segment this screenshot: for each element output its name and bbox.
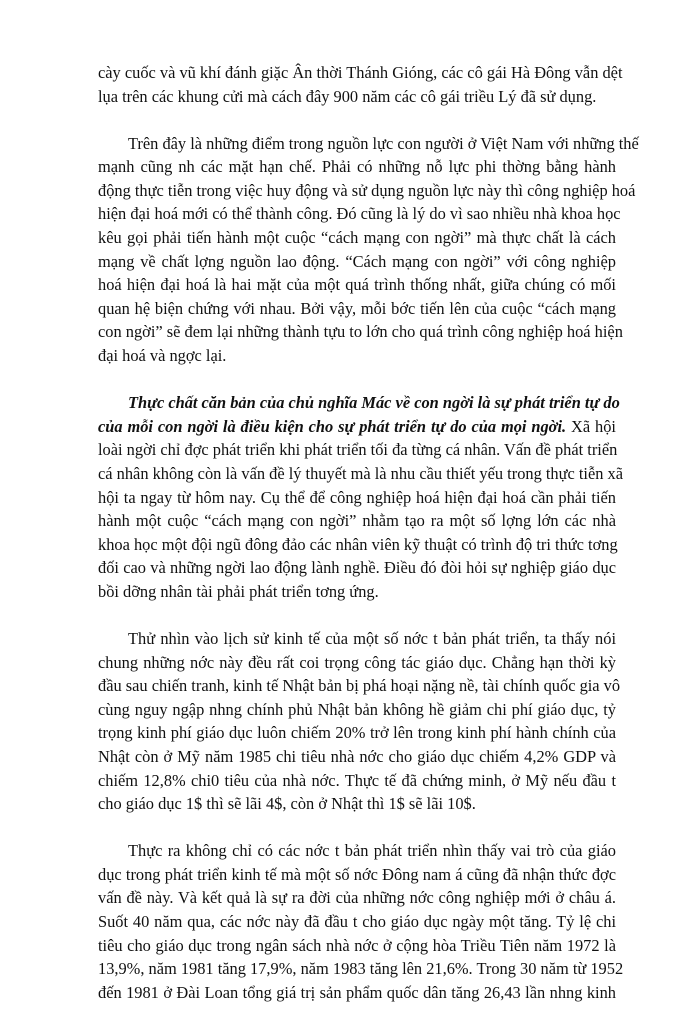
emphasis-text: Thực chất căn bản của chủ nghĩa Mác về con ngời là sự phát triển tự do [128,393,620,413]
text-line: cho giáo dục 1$ thì sẽ lãi 4$, còn ở Nhật thì 1$ sẽ lãi 10$. [98,794,476,814]
text-line: con ngời” sẽ đem lại những thành tựu to lớn cho quá trình công nghiệp hoá hiện [98,322,623,342]
paragraph-3 [98,391,624,603]
text-line: đầu sau chiến tranh, kinh tế Nhật bản bị phá hoại nặng nề, tài chính quốc gia vô [98,676,621,696]
text-line: đối cao và những ngời lao động lành nghề. Điều đó đòi hỏi sự nghiệp giáo dục [98,558,616,578]
text-line: cá nhân không còn là vấn đề lý thuyết mà là nhu cầu thiết yếu trong thực tiễn xã [98,463,624,483]
text-line: mạnh cũng nh các mặt hạn chế. Phải có những nỗ lực phi thờng bằng hành [98,157,616,177]
text-line: hoá hiện đại hoá là hai mặt của một quá trình thống nhất, giữa chúng có mối [98,275,616,295]
text-line [98,391,620,415]
document-body [98,61,639,1028]
text-line: dục trong phát triển kinh tế mà một số nớc Đông nam á cũng đã nhận thức đợc [98,864,616,884]
paragraph-1 [98,61,623,108]
text-line: Thực ra không chỉ có các nớc t bản phát triển nhìn thấy vai trò của giáo [128,841,616,861]
text-line: 13,9%, năm 1981 tăng 17,9%, năm 1983 tăng lên 21,6%. Trong 30 năm từ 1952 [98,959,624,979]
text-line: đại hoá và ngợc lại. [98,346,227,366]
text-line: chung những nớc này đều rất coi trọng công tác giáo dục. Chẳng hạn thời kỳ [98,652,616,672]
text-line: khoa học một đội ngũ đông đảo các nhân viên kỹ thuật có trình độ tri thức tơng [98,534,618,554]
text-line: Nhật còn ở Mỹ năm 1985 chi tiêu nhà nớc cho giáo dục chiếm 4,2% GDP và [98,746,616,766]
text-line: mạng về chất lợng nguồn lao động. “Cách mạng con ngời” với công nghiệp [98,251,616,271]
plain-text: Xã hội [566,416,616,436]
paragraph-5 [98,839,624,1004]
text-line: loài ngời chỉ đợc phát triển khi phát triển tối đa từng cá nhân. Vấn đề phát triển [98,440,618,460]
emphasis-text: của mỗi con ngời là điều kiện cho sự phát triển tự do của mọi ngời. [98,416,567,436]
text-line: đến 1981 ở Đài Loan tổng giá trị sản phẩm quốc dân tăng 26,43 lần nhng kinh [98,982,616,1002]
text-line: Suốt 40 năm qua, các nớc này đã đầu t cho giáo dục ngày một tăng. Tỷ lệ chi [98,912,616,931]
text-line: vấn đề này. Và kết quả là sự ra đời của những nớc công nghiệp mới ở châu á. [98,888,616,908]
text-line [98,415,616,439]
text-line: quan hệ biện chứng với nhau. Bởi vậy, mỗi bớc tiến lên của cuộc “cách mạng [98,298,616,318]
text-line: kêu gọi phải tiến hành một cuộc “cách mạng con ngời” mà thực chất là cách [98,228,616,248]
text-line: trọng kinh phí giáo dục luôn chiếm 20% trở lên trong kinh phí hành chính của [98,723,616,743]
text-line: tiêu cho giáo dục trong ngân sách nhà nớc ở cộng hòa Triều Tiên năm 1972 là [98,935,616,955]
text-line: hội ta ngay từ hôm nay. Cụ thể để công nghiệp hoá hiện đại hoá cần phải tiến [98,487,616,507]
text-line: Trên đây là những điểm trong nguồn lực con người ở Việt Nam với những thế [128,133,639,153]
text-line: hành một cuộc “cách mạng con ngời” nhằm tạo ra một số lợng lớn các nhà [98,511,616,531]
text-line: Thử nhìn vào lịch sử kinh tế của một số nớc t bản phát triển, ta thấy nói [128,628,616,648]
text-line: lụa trên các khung cửi mà cách đây 900 năm các cô gái triều Lý đã sử dụng. [98,86,597,106]
text-line: cùng nguy ngập nhng chính phủ Nhật bản không hề giảm chi phí giáo dục, tỷ [98,699,616,719]
text-line: cày cuốc và vũ khí đánh giặc Ân thời Thánh Gióng, các cô gái Hà Đông vẫn dệt [98,63,623,82]
paragraph-2 [98,132,639,368]
paragraph-4 [98,627,621,816]
text-line: chiếm 12,8% chi0 tiêu của nhà nớc. Thực tế đã chứng minh, ở Mỹ nếu đầu t [98,770,616,790]
text-line: hiện đại hoá mới có thể thành công. Đó cũng là lý do vì sao nhiều nhà khoa học [98,204,621,224]
text-line: bồi dỡng nhân tài phải phát triển tơng ứng. [98,581,379,601]
text-line: động thực tiễn trong việc huy động và sử dụng nguồn lực này thì công nghiệp hoá [98,180,636,200]
